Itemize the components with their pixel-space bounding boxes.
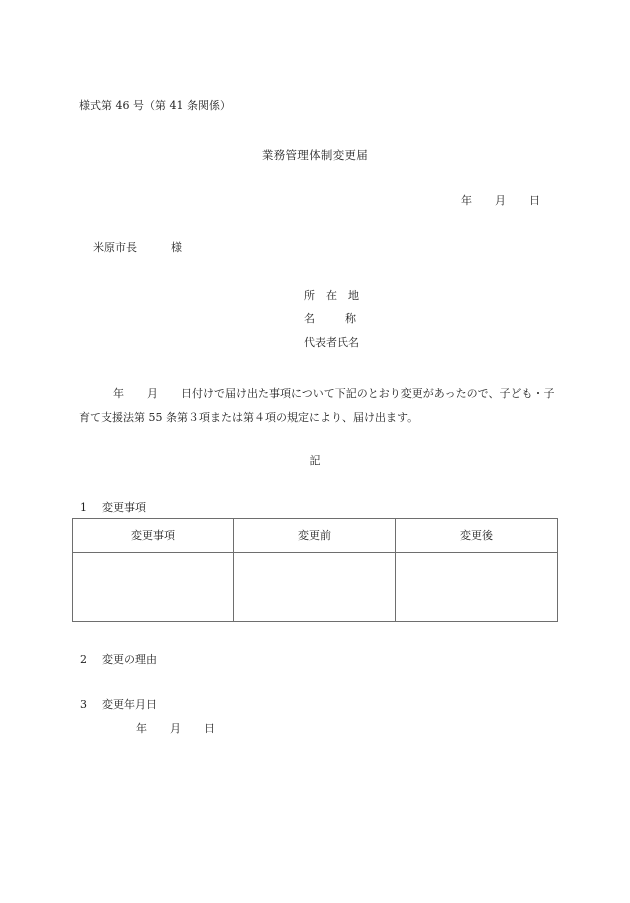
change-month-label: 月 <box>170 722 181 735</box>
change-date <box>136 723 215 734</box>
cell-change-item[interactable] <box>73 553 234 622</box>
change-year-label: 年 <box>136 722 147 735</box>
change-table <box>72 518 558 622</box>
section-title: 変更年月日 <box>102 698 157 711</box>
table-row <box>73 553 558 622</box>
day-label: 日 <box>529 194 540 207</box>
header-before: 変更前 <box>234 519 396 553</box>
body-year: 年 <box>113 387 124 400</box>
applicant-name-label: 名称 <box>304 312 386 325</box>
section-2-heading <box>80 654 157 665</box>
addressee-name: 米原市長 <box>93 241 137 254</box>
applicant-representative-label: 代表者氏名 <box>304 336 359 349</box>
cell-after[interactable] <box>396 553 558 622</box>
header-change-item: 変更事項 <box>73 519 234 553</box>
cell-before[interactable] <box>234 553 396 622</box>
form-number: 様式第 46 号（第 41 条関係） <box>79 99 231 112</box>
ki-heading: 記 <box>309 454 321 467</box>
body-paragraph <box>79 382 559 430</box>
applicant-address-label: 所在地 <box>304 289 370 302</box>
submission-date <box>461 195 540 206</box>
body-text: 日付けで届け出た事項について下記のとおり変更があったので、子ども・子育て支援法第 55 条第３項または第４項の規定により、届け出ます。 <box>79 387 555 424</box>
section-number: 3 <box>80 698 87 711</box>
year-label: 年 <box>461 194 472 207</box>
addressee <box>93 242 182 253</box>
header-after: 変更後 <box>396 519 558 553</box>
document-title: 業務管理体制変更届 <box>261 148 369 162</box>
month-label: 月 <box>495 194 506 207</box>
section-number: 1 <box>80 501 87 514</box>
change-day-label: 日 <box>204 722 215 735</box>
section-3-heading <box>80 699 157 710</box>
table-header-row <box>73 519 558 553</box>
body-month: 月 <box>147 387 158 400</box>
section-number: 2 <box>80 653 87 666</box>
section-title: 変更事項 <box>102 501 146 514</box>
section-1-heading <box>80 502 146 513</box>
section-title: 変更の理由 <box>102 653 157 666</box>
addressee-honorific: 様 <box>171 241 182 254</box>
